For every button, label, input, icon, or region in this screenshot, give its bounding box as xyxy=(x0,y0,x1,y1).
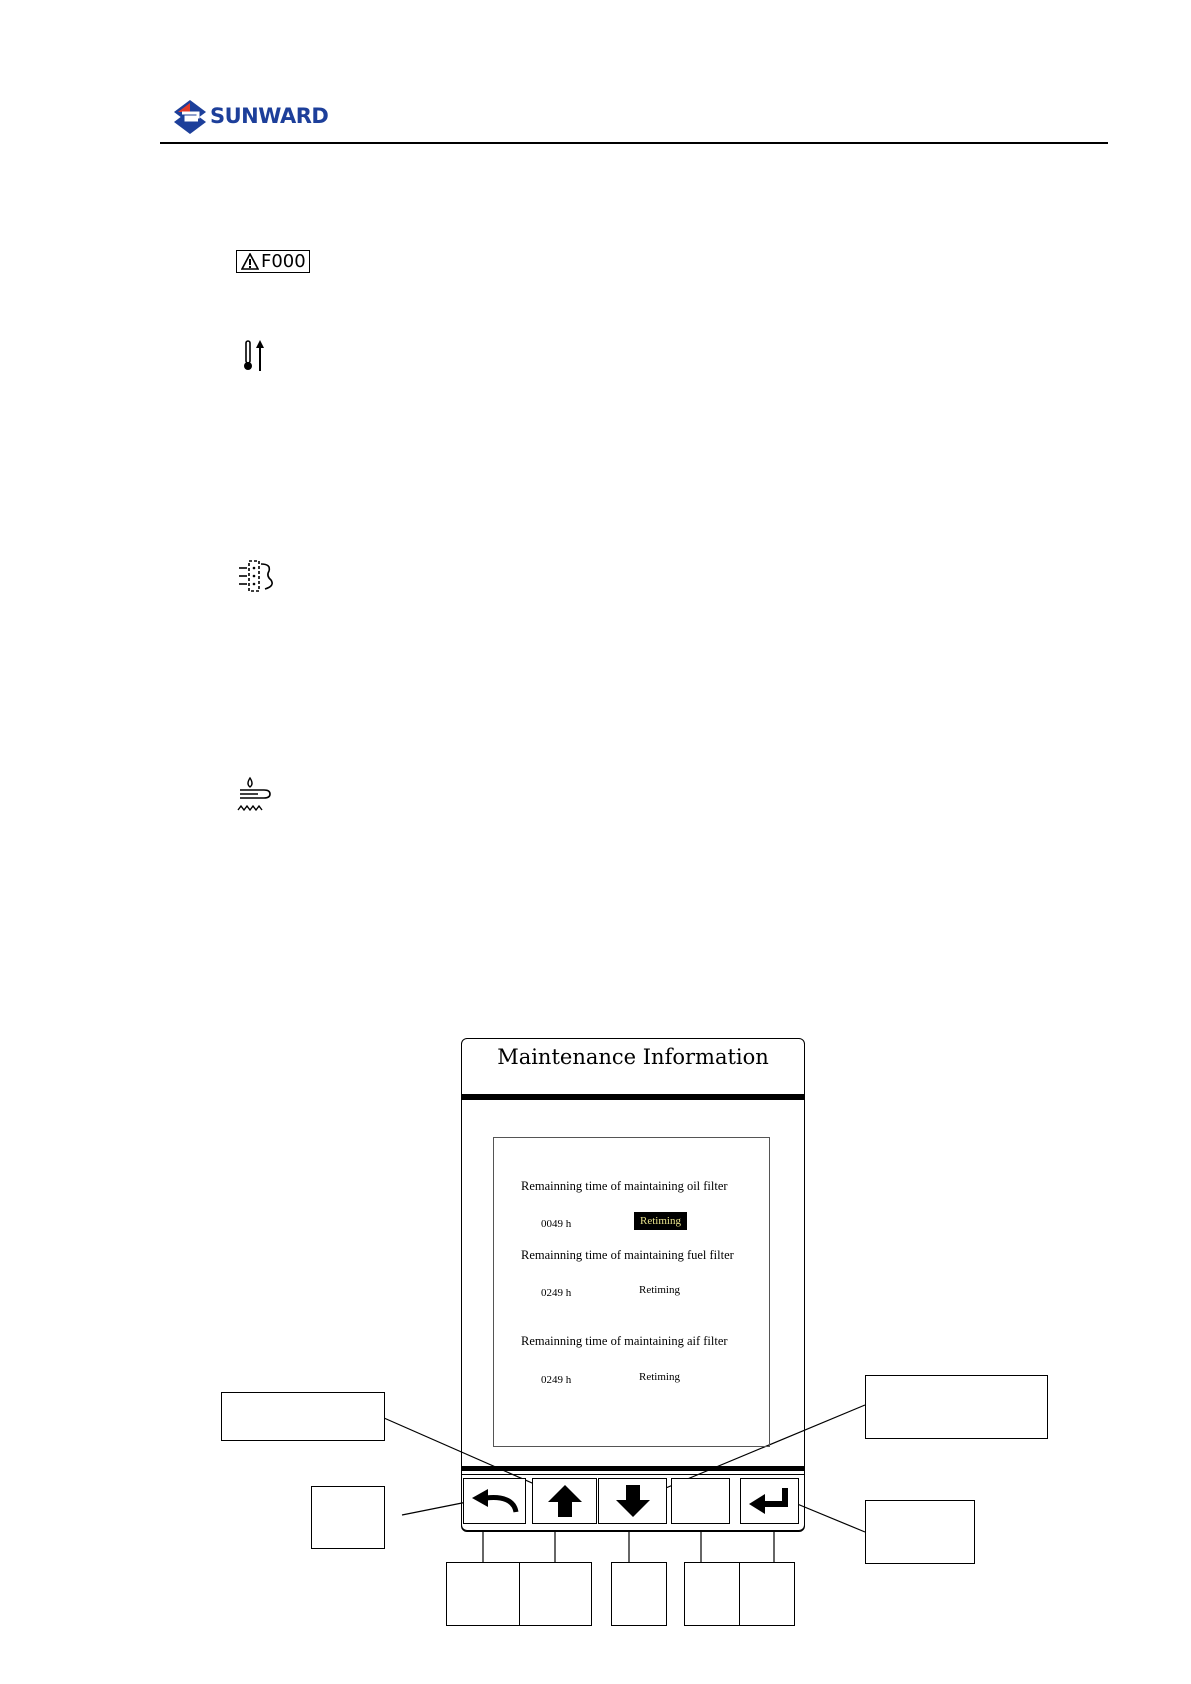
air-filter-hours: 0249 h xyxy=(541,1374,572,1386)
oil-filter-label: Remainning time of maintaining oil filter xyxy=(521,1179,728,1193)
panel-key-divider xyxy=(461,1466,805,1471)
callout-bottom-2 xyxy=(519,1562,592,1626)
enter-icon xyxy=(747,1486,793,1516)
callout-bottom-5 xyxy=(739,1562,795,1626)
callout-down-key xyxy=(865,1375,1048,1439)
callout-enter-key xyxy=(865,1500,975,1564)
down-key[interactable] xyxy=(598,1478,667,1524)
panel-title-divider xyxy=(461,1094,805,1100)
brand-name: SUNWARD xyxy=(210,104,329,128)
blank-key[interactable] xyxy=(671,1478,730,1524)
fuel-filter-retiming-button[interactable]: Retiming xyxy=(639,1284,680,1296)
callout-bottom-1 xyxy=(446,1562,520,1626)
panel-title: Maintenance Information xyxy=(497,1045,769,1069)
callout-back-key xyxy=(311,1486,385,1549)
fault-code-text: F000 xyxy=(261,250,306,272)
callout-up-key xyxy=(221,1392,385,1441)
up-arrow-icon xyxy=(546,1483,584,1519)
air-filter-label: Remainning time of maintaining aif filter xyxy=(521,1334,728,1348)
air-filter-retiming-button[interactable]: Retiming xyxy=(639,1371,680,1383)
oil-filter-hours: 0049 h xyxy=(541,1218,572,1230)
up-key[interactable] xyxy=(532,1478,597,1524)
enter-key[interactable] xyxy=(740,1478,799,1524)
callout-bottom-4 xyxy=(684,1562,740,1626)
callout-bottom-3 xyxy=(611,1562,667,1626)
back-key[interactable] xyxy=(463,1478,526,1524)
oil-filter-retiming-button[interactable]: Retiming xyxy=(634,1212,687,1230)
back-arrow-icon xyxy=(468,1486,522,1516)
fuel-filter-label: Remainning time of maintaining fuel filter xyxy=(521,1248,734,1262)
down-arrow-icon xyxy=(614,1483,652,1519)
fuel-filter-hours: 0249 h xyxy=(541,1287,572,1299)
